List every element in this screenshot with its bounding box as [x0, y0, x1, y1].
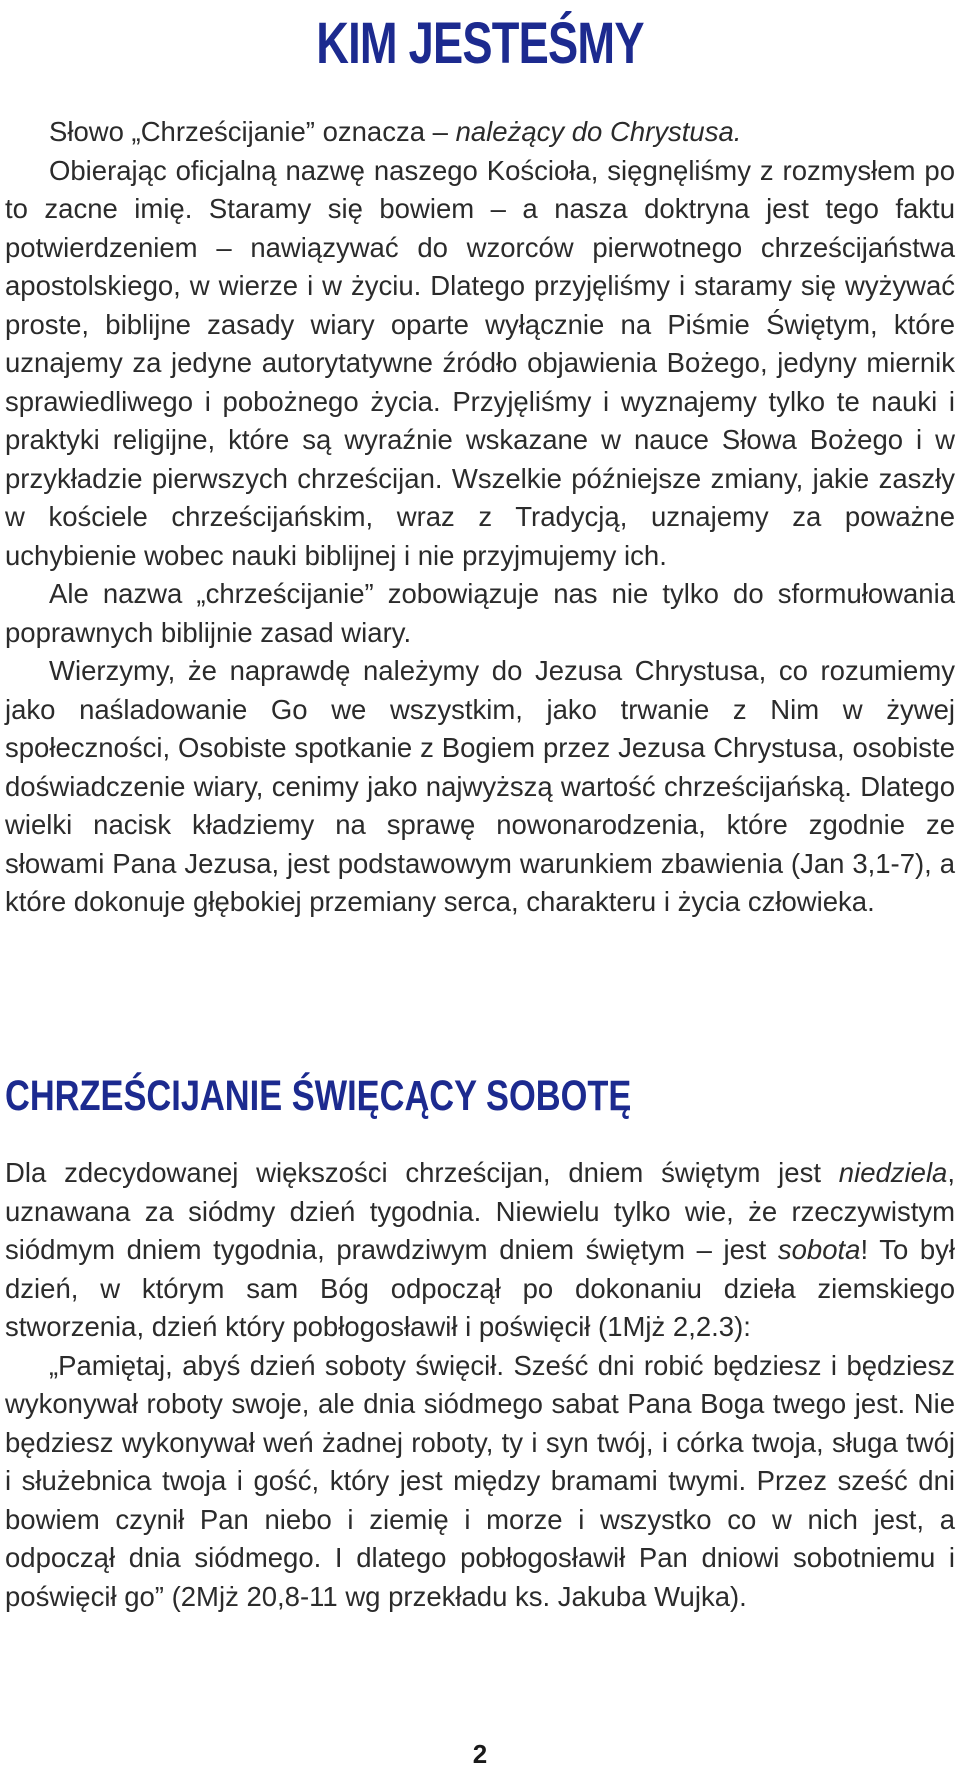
paragraph-quote-exodus: „Pamiętaj, abyś dzień soboty święcił. Sześć dni robić będziesz i będziesz wykonywał roboty swoje, ale dnia siódmego sabat Pana Boga twego jest. Nie będziesz wykonywał weń żadnej roboty, ty i syn twój, i córka twoja, sługa twój i służebnica twoja i gość, który jest między bramami twymi. Przez sześć dni bowiem czynił Pan niebo i ziemię i morze i wszystko co w nich jest, a odpoczął dnia siódmego. I dlatego pobłogosławił Pan dniowi sobotniemu i poświęcił go” (2Mjż 20,8-11 wg przekładu ks. Jakuba Wujka). — [5, 1349, 955, 1612]
section-body-kim-jestesmy — [5, 113, 955, 922]
paragraph-definition: Słowo „Chrześcijanie” oznacza – należący do Chrystusa. — [49, 116, 742, 147]
section-title-kim-jestesmy: KIM JESTEŚMY — [316, 11, 644, 76]
page-number: 2 — [472, 1739, 488, 1769]
paragraph-church-name: Obierając oficjalną nazwę naszego Kościoła, sięgnęliśmy z rozmysłem po to zacne imię. Staramy się bowiem – a nasza doktryna jest tego faktu potwierdzeniem – nawiązywać do wzorców pierwotnego chrześcijaństwa apostolskiego, w wierze i w życiu. Dlatego przyjęliśmy i staramy się wyżywać proste, biblijne zasady wiary oparte wyłącznie na Piśmie Świętym, które uznajemy za jedyne autorytatywne źródło objawienia Bożego, jedyny miernik sprawiedliwego i pobożnego życia. Przyjęliśmy i wyznajemy tylko te nauki i praktyki religijne, które są wyraźnie wskazane w nauce Słowa Bożego i w przykładzie pierwszych chrześcijan. Wszelkie późniejsze zmiany, jakie zaszły w kościele chrześcijańskim, wraz z Tradycją, uznajemy za poważne uchybienie wobec nauki biblijnej i nie przyjmujemy ich. — [5, 154, 955, 571]
paragraph-belief: Wierzymy, że naprawdę należymy do Jezusa Chrystusa, co rozumiemy jako naśladowanie Go we wszystkim, jako trwanie z Nim w żywej społeczności, Osobiste spotkanie z Bogiem przez Jezusa Chrystusa, osobiste doświadczenie wiary, cenimy jako najwyższą wartość chrześcijańską. Dlatego wielki nacisk kładziemy na sprawę nowonarodzenia, które zgodnie ze słowami Pana Jezusa, jest podstawowym warunkiem zbawienia (Jan 3,1-7), a które dokonuje głębokiej przemiany serca, charakteru i życia człowieka. — [5, 655, 955, 917]
paragraph-obligation: Ale nazwa „chrześcijanie” zobowiązuje nas nie tylko do sformułowania poprawnych biblijnie zasad wiary. — [5, 578, 955, 648]
emphasis-saturday: sobota — [777, 1234, 861, 1265]
emphasis-sunday: niedziela — [838, 1157, 948, 1188]
paragraph-seventh-day: Dla zdecydowanej większości chrześcijan, dniem świętym jest niedziela, uznawana za siódmy dzień tygodnia. Niewielu tylko wie, że rzeczywistym siódmym dniem tygodnia, prawdziwym dniem świętym – jest sobota! To był dzień, w którym sam Bóg odpoczął po dokonaniu dzieła ziemskiego stworzenia, dzień który pobłogosławił i poświęcił (1Mjż 2,2.3): — [5, 1157, 955, 1342]
section-title-sabbath: CHRZEŚCIJANIE ŚWIĘCĄCY SOBOTĘ — [5, 1072, 632, 1120]
section-body-sabbath — [5, 1154, 955, 1616]
emphasis-text: należący do Chrystusa. — [455, 116, 742, 147]
